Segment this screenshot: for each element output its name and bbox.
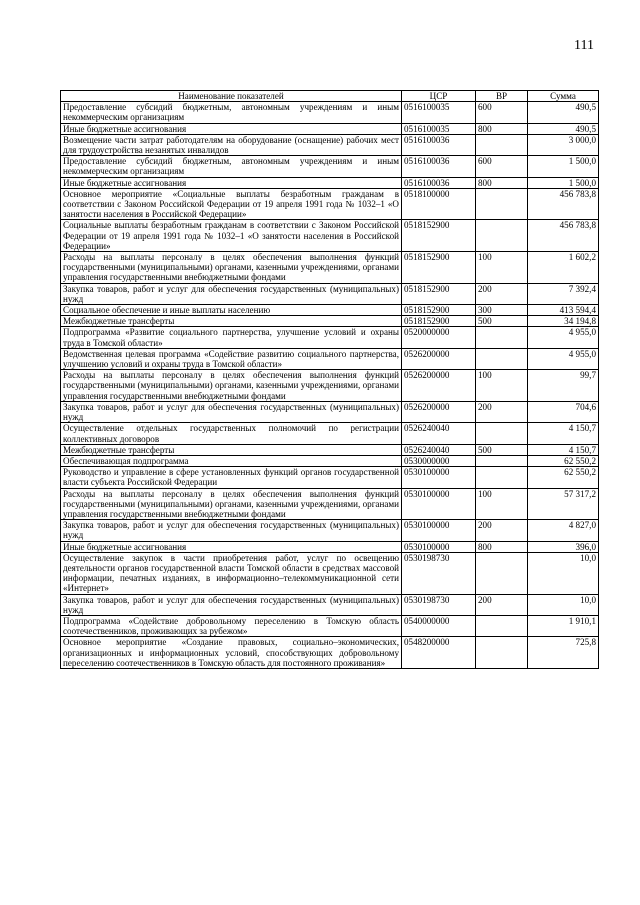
row-name: Ведомственная целевая программа «Содействие развитию социального партнерства, улучшению условий и охраны труда в Томской области» (61, 348, 402, 369)
row-vr: 100 (476, 370, 528, 402)
header-sum: Сумма (528, 91, 599, 102)
row-name: Возмещение части затрат работодателям на оборудование (оснащение) рабочих мест для трудоустройства незанятых инвалидов (61, 134, 402, 155)
row-name: Закупка товаров, работ и услуг для обеспечения государственных (муниципальных) нужд (61, 520, 402, 541)
table-row (61, 467, 599, 488)
row-name: Иные бюджетные ассигнования (61, 541, 402, 552)
table-row (61, 220, 599, 252)
row-sum: 1 500,0 (528, 156, 599, 177)
row-sum: 99,7 (528, 370, 599, 402)
row-csr: 0520000000 (402, 327, 476, 348)
row-sum: 704,6 (528, 401, 599, 422)
row-csr: 0518152900 (402, 252, 476, 284)
row-csr: 0516100036 (402, 177, 476, 188)
row-sum: 1 910,1 (528, 615, 599, 636)
row-vr: 100 (476, 252, 528, 284)
table-row (61, 156, 599, 177)
table-row (61, 327, 599, 348)
row-csr: 0526200000 (402, 370, 476, 402)
row-name: Подпрограмма «Развитие социального партнерства, улучшение условий и охраны труда в Томской области» (61, 327, 402, 348)
row-csr: 0530000000 (402, 455, 476, 466)
page-number: 111 (574, 38, 594, 53)
row-name: Закупка товаров, работ и услуг для обеспечения государственных (муниципальных) нужд (61, 283, 402, 304)
row-sum: 4 955,0 (528, 327, 599, 348)
table-row (61, 488, 599, 520)
row-vr (476, 134, 528, 155)
row-sum: 10,0 (528, 552, 599, 594)
table-row (61, 102, 599, 123)
row-vr (476, 348, 528, 369)
row-vr: 800 (476, 123, 528, 134)
row-csr: 0518152900 (402, 220, 476, 252)
row-vr: 200 (476, 283, 528, 304)
row-vr (476, 552, 528, 594)
row-csr: 0518152900 (402, 283, 476, 304)
row-csr: 0516100035 (402, 123, 476, 134)
row-vr: 600 (476, 156, 528, 177)
row-csr: 0518152900 (402, 305, 476, 316)
header-vr: ВР (476, 91, 528, 102)
row-vr: 200 (476, 520, 528, 541)
table-row (61, 520, 599, 541)
table-header-row (61, 91, 599, 102)
row-vr: 500 (476, 444, 528, 455)
row-sum: 4 150,7 (528, 423, 599, 444)
row-name: Основное мероприятие «Социальные выплаты безработным гражданам в соответствии с Законом Российской Федерации от 19 апреля 1991 года № 1032–1 «О занятости населения в Российской Федерации» (61, 188, 402, 220)
row-name: Предоставление субсидий бюджетным, автономным учреждениям и иным некоммерческим организациям (61, 102, 402, 123)
row-sum: 456 783,8 (528, 188, 599, 220)
row-csr: 0530198730 (402, 594, 476, 615)
table-row (61, 541, 599, 552)
table-row (61, 637, 599, 669)
row-vr (476, 327, 528, 348)
row-sum: 456 783,8 (528, 220, 599, 252)
row-sum: 413 594,4 (528, 305, 599, 316)
row-sum: 3 000,0 (528, 134, 599, 155)
row-sum: 57 317,2 (528, 488, 599, 520)
row-sum: 4 955,0 (528, 348, 599, 369)
table-row (61, 455, 599, 466)
row-sum: 4 827,0 (528, 520, 599, 541)
row-name: Предоставление субсидий бюджетным, автономным учреждениям и иным некоммерческим организациям (61, 156, 402, 177)
row-vr: 200 (476, 594, 528, 615)
table-row (61, 423, 599, 444)
row-name: Осуществление отдельных государственных полномочий по регистрации коллективных договоров (61, 423, 402, 444)
row-vr (476, 188, 528, 220)
row-name: Руководство и управление в сфере установленных функций органов государственной власти субъекта Российской Федерации (61, 467, 402, 488)
row-vr (476, 220, 528, 252)
header-csr: ЦСР (402, 91, 476, 102)
row-csr: 0526240040 (402, 444, 476, 455)
row-vr: 100 (476, 488, 528, 520)
row-csr: 0530198730 (402, 552, 476, 594)
table-row (61, 283, 599, 304)
row-csr: 0540000000 (402, 615, 476, 636)
row-sum: 62 550,2 (528, 455, 599, 466)
table-row (61, 188, 599, 220)
table-row (61, 370, 599, 402)
row-csr: 0516100036 (402, 134, 476, 155)
row-name: Расходы на выплаты персоналу в целях обеспечения выполнения функций государственными (муниципальными) органами, казенными учреждениями, органами управления государственными внебюджетными фондами (61, 252, 402, 284)
table-row (61, 316, 599, 327)
row-sum: 34 194,8 (528, 316, 599, 327)
row-vr: 500 (476, 316, 528, 327)
row-sum: 1 500,0 (528, 177, 599, 188)
row-sum: 7 392,4 (528, 283, 599, 304)
row-csr: 0526240040 (402, 423, 476, 444)
row-vr: 800 (476, 541, 528, 552)
row-name: Подпрограмма «Содействие добровольному переселению в Томскую область соотечественников, проживающих за рубежом» (61, 615, 402, 636)
row-csr: 0530100000 (402, 541, 476, 552)
row-csr: 0530100000 (402, 488, 476, 520)
row-name: Социальные выплаты безработным гражданам в соответствии с Законом Российской Федерации от 19 апреля 1991 года № 1032–1 «О занятости населения в Российской Федерации» (61, 220, 402, 252)
row-vr: 200 (476, 401, 528, 422)
row-sum: 62 550,2 (528, 467, 599, 488)
row-sum: 10,0 (528, 594, 599, 615)
row-csr: 0526200000 (402, 401, 476, 422)
row-csr: 0518152900 (402, 316, 476, 327)
row-csr: 0530100000 (402, 520, 476, 541)
row-name: Закупка товаров, работ и услуг для обеспечения государственных (муниципальных) нужд (61, 401, 402, 422)
budget-table (60, 90, 599, 669)
table-row (61, 401, 599, 422)
row-name: Основное мероприятие «Создание правовых, социально–экономических, организационных и информационных условий, способствующих добровольному переселению соотечественников в Томскую область для постоянного проживания» (61, 637, 402, 669)
row-vr: 800 (476, 177, 528, 188)
row-name: Расходы на выплаты персоналу в целях обеспечения выполнения функций государственными (муниципальными) органами, казенными учреждениями, органами управления государственными внебюджетными фондами (61, 370, 402, 402)
row-name: Осуществление закупок в части приобретения работ, услуг по освещению деятельности органов государственной власти Томской области в средствах массовой информации, печатных изданиях, в информационно–телекоммуникационной сети «Интернет» (61, 552, 402, 594)
table-row (61, 615, 599, 636)
row-name: Межбюджетные трансферты (61, 444, 402, 455)
table-row (61, 594, 599, 615)
table-row (61, 348, 599, 369)
row-name: Обеспечивающая подпрограмма (61, 455, 402, 466)
table-row (61, 123, 599, 134)
row-name: Иные бюджетные ассигнования (61, 177, 402, 188)
header-name: Наименование показателей (61, 91, 402, 102)
row-vr (476, 455, 528, 466)
row-sum: 490,5 (528, 102, 599, 123)
row-name: Закупка товаров, работ и услуг для обеспечения государственных (муниципальных) нужд (61, 594, 402, 615)
row-vr (476, 467, 528, 488)
row-vr (476, 637, 528, 669)
row-sum: 490,5 (528, 123, 599, 134)
row-csr: 0530100000 (402, 467, 476, 488)
row-name: Расходы на выплаты персоналу в целях обеспечения выполнения функций государственными (муниципальными) органами, казенными учреждениями, органами управления государственными внебюджетными фондами (61, 488, 402, 520)
table-row (61, 305, 599, 316)
row-sum: 725,8 (528, 637, 599, 669)
row-sum: 4 150,7 (528, 444, 599, 455)
row-sum: 396,0 (528, 541, 599, 552)
row-sum: 1 602,2 (528, 252, 599, 284)
table-row (61, 444, 599, 455)
row-csr: 0518100000 (402, 188, 476, 220)
table-row (61, 552, 599, 594)
row-vr (476, 615, 528, 636)
row-vr: 600 (476, 102, 528, 123)
row-vr (476, 423, 528, 444)
row-csr: 0548200000 (402, 637, 476, 669)
row-csr: 0516100035 (402, 102, 476, 123)
row-vr: 300 (476, 305, 528, 316)
table-row (61, 134, 599, 155)
table-row (61, 252, 599, 284)
table-row (61, 177, 599, 188)
row-name: Межбюджетные трансферты (61, 316, 402, 327)
row-name: Иные бюджетные ассигнования (61, 123, 402, 134)
row-name: Социальное обеспечение и иные выплаты населению (61, 305, 402, 316)
row-csr: 0526200000 (402, 348, 476, 369)
row-csr: 0516100036 (402, 156, 476, 177)
